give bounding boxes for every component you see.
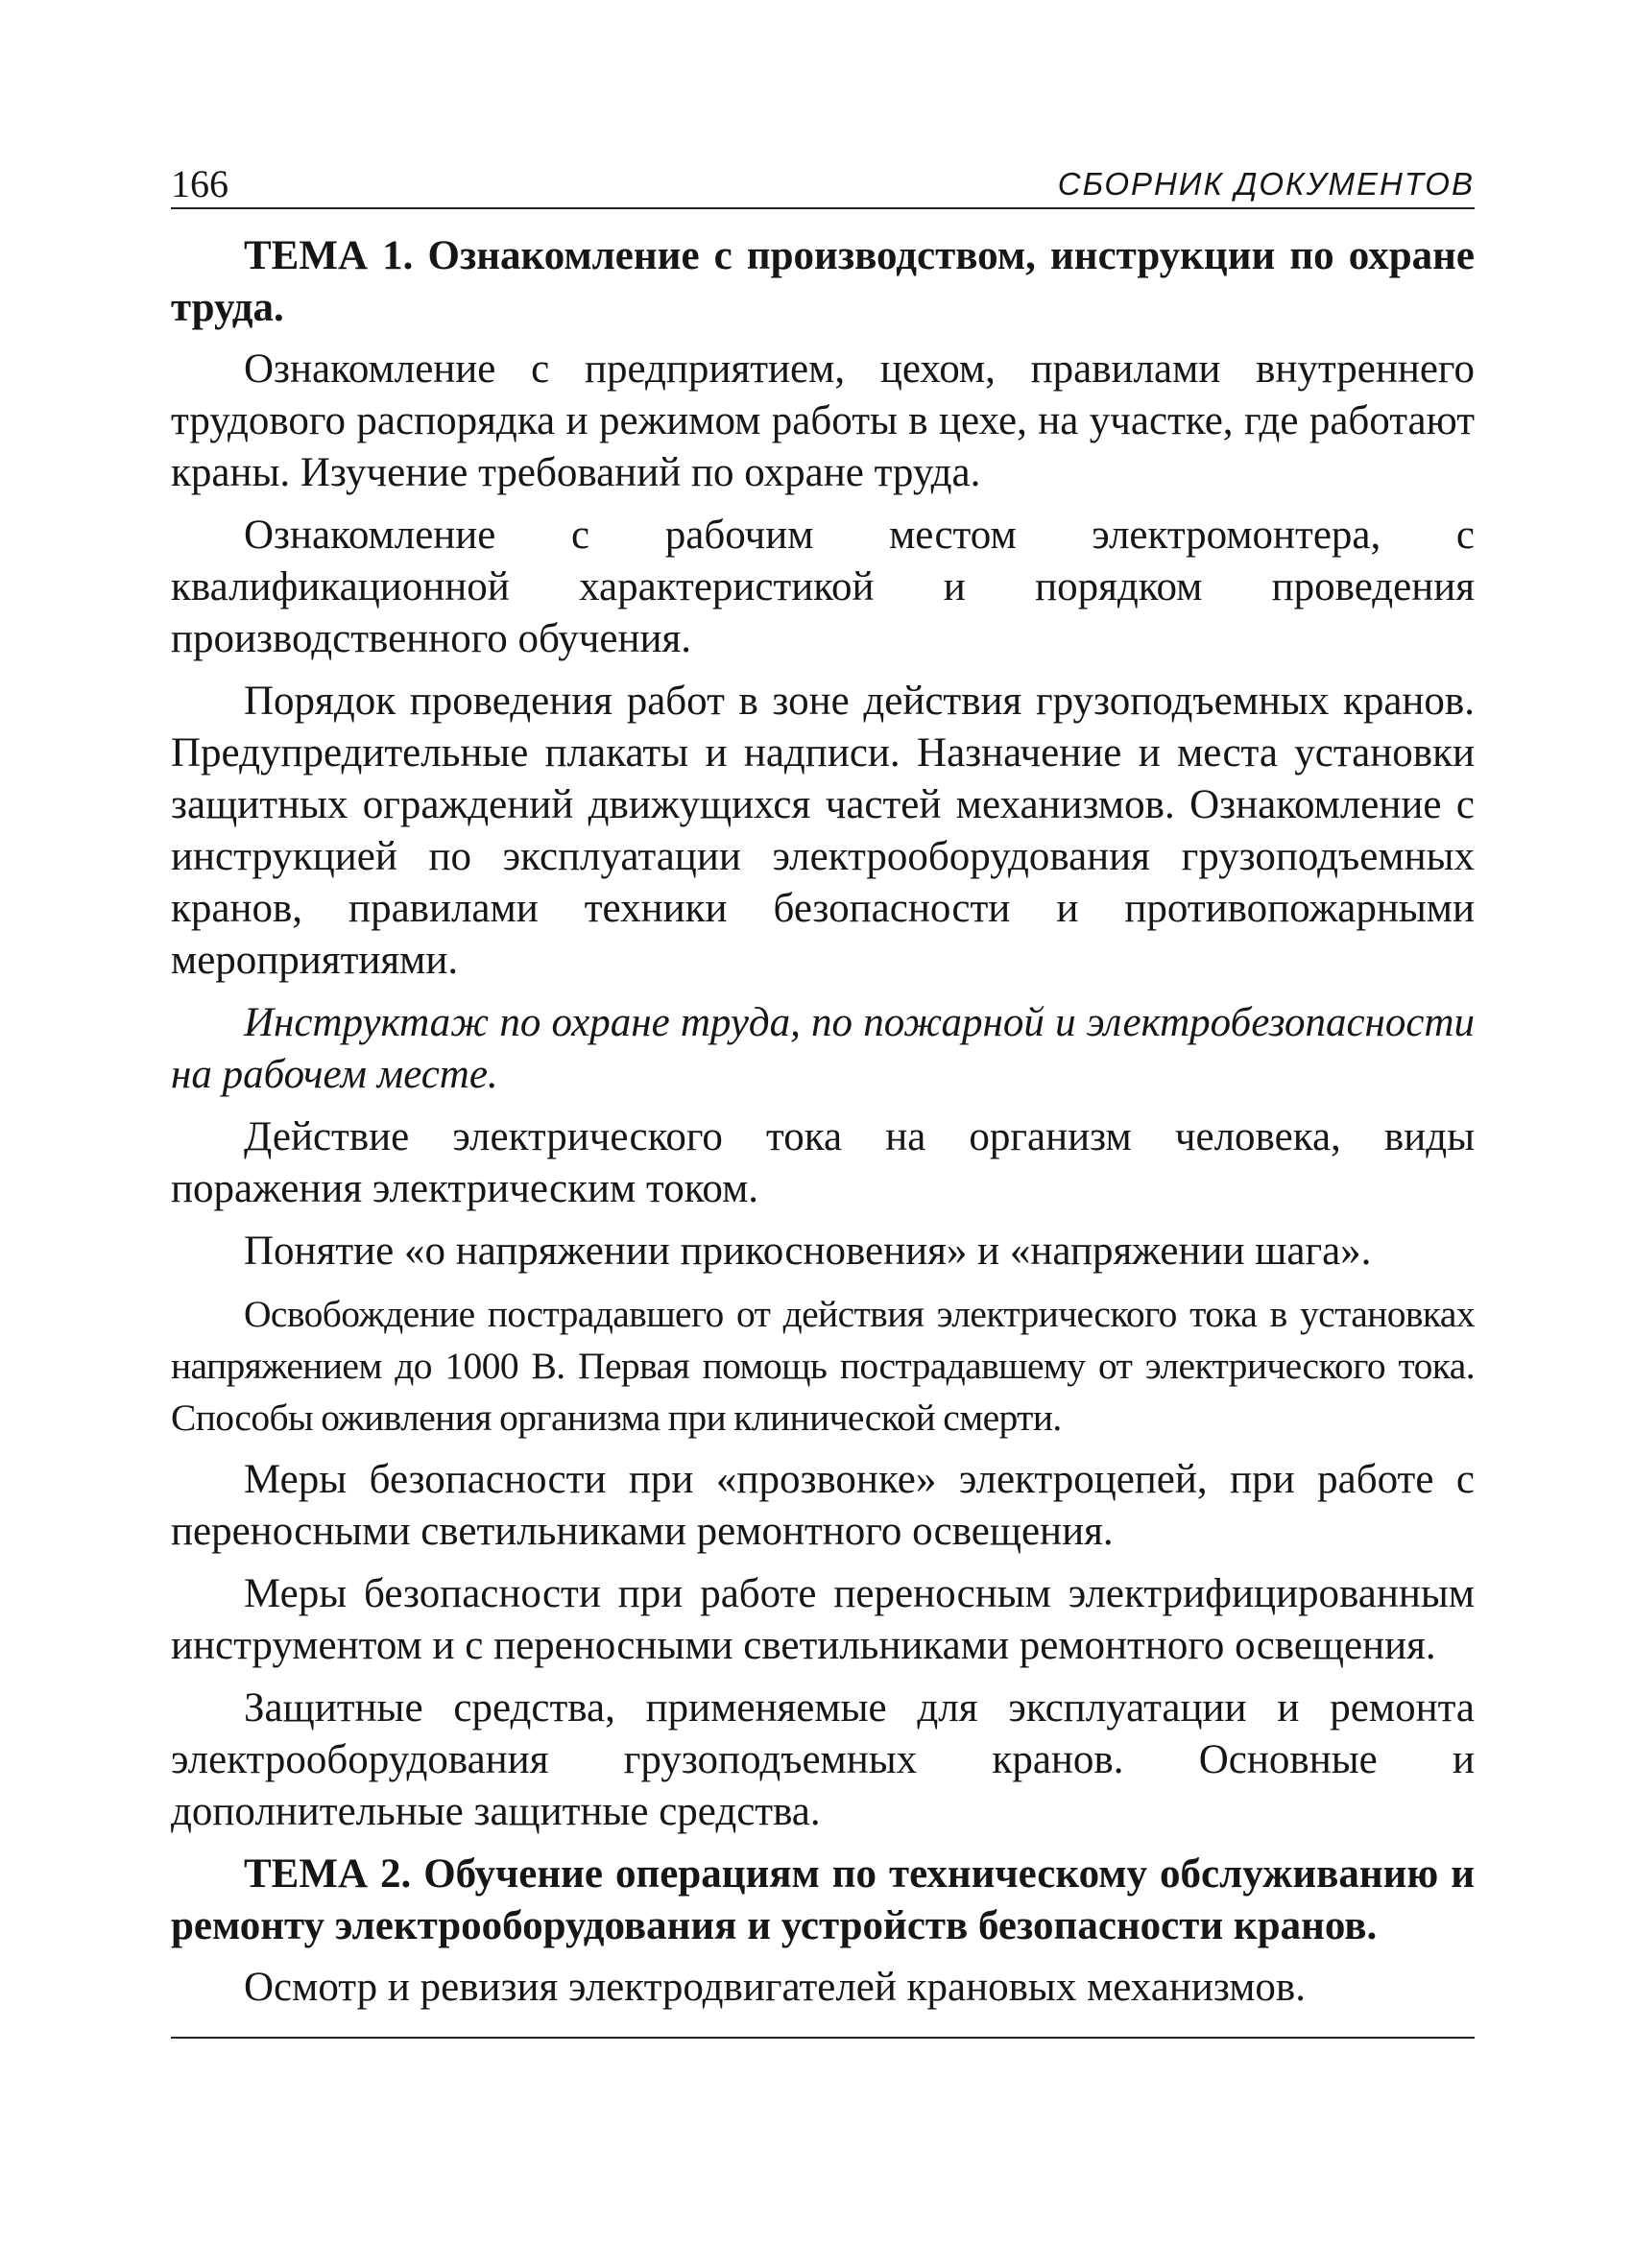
topic-1-heading: ТЕМА 1. Ознакомление с производством, инструкции по охране труда.: [171, 233, 1475, 330]
topic-2-heading: ТЕМА 2. Обучение операциям по техническому обслуживанию и ремонту электрооборудования и устройств безопасности кранов.: [171, 1851, 1475, 1948]
paragraph: Ознакомление с рабочим местом электромонтера, с квалификационной характеристикой и порядком проведения производственного обучения.: [171, 513, 1475, 661]
paragraph: Меры безопасности при «прозвонке» электроцепей, при работе с переносными светильниками ремонтного освещения.: [171, 1457, 1475, 1554]
collection-title: СБОРНИК ДОКУМЕНТОВ: [1057, 166, 1475, 202]
paragraph: Инструктаж по охране труда, по пожарной и электробезопасности на рабочем месте.: [171, 1000, 1475, 1097]
running-header: [171, 154, 1475, 209]
document-page: [171, 154, 1475, 2039]
paragraph: Порядок проведения работ в зоне действия грузоподъемных кранов. Предупредительные плакаты и надписи. Назначение и места установки защитных ограждений движущихся частей механизмов. Ознакомление с инструкцией по эксплуатации электрооборудования грузоподъемных кранов, правилами техники безопасности и противопожарными мероприятиями.: [171, 679, 1475, 983]
paragraph: Освобождение пострадавшего от действия электрического тока в установках напряжением до 1000 В. Первая помощь пострадавшему от электрического тока. Способы оживления организма при клинической смерти.: [171, 1293, 1475, 1439]
page-content: [171, 230, 1475, 2014]
paragraph: Действие электрического тока на организм человека, виды поражения электрическим током.: [171, 1114, 1475, 1211]
bottom-divider: [171, 2037, 1475, 2039]
paragraph: Осмотр и ревизия электродвигателей крановых механизмов.: [244, 1965, 1306, 2010]
paragraph: Ознакомление с предприятием, цехом, правилами внутреннего трудового распорядка и режимом работы в цехе, на участке, где работают краны. Изучение требований по охране труда.: [171, 346, 1475, 495]
paragraph: Защитные средства, применяемые для эксплуатации и ремонта электрооборудования грузоподъемных кранов. Основные и дополнительные защитные средства.: [171, 1685, 1475, 1834]
paragraph: Меры безопасности при работе переносным электрифицированным инструментом и с переносными светильниками ремонтного освещения.: [171, 1571, 1475, 1668]
page-number: 166: [171, 162, 228, 205]
paragraph: Понятие «о напряжении прикосновения» и «напряжении шага».: [244, 1229, 1372, 1274]
